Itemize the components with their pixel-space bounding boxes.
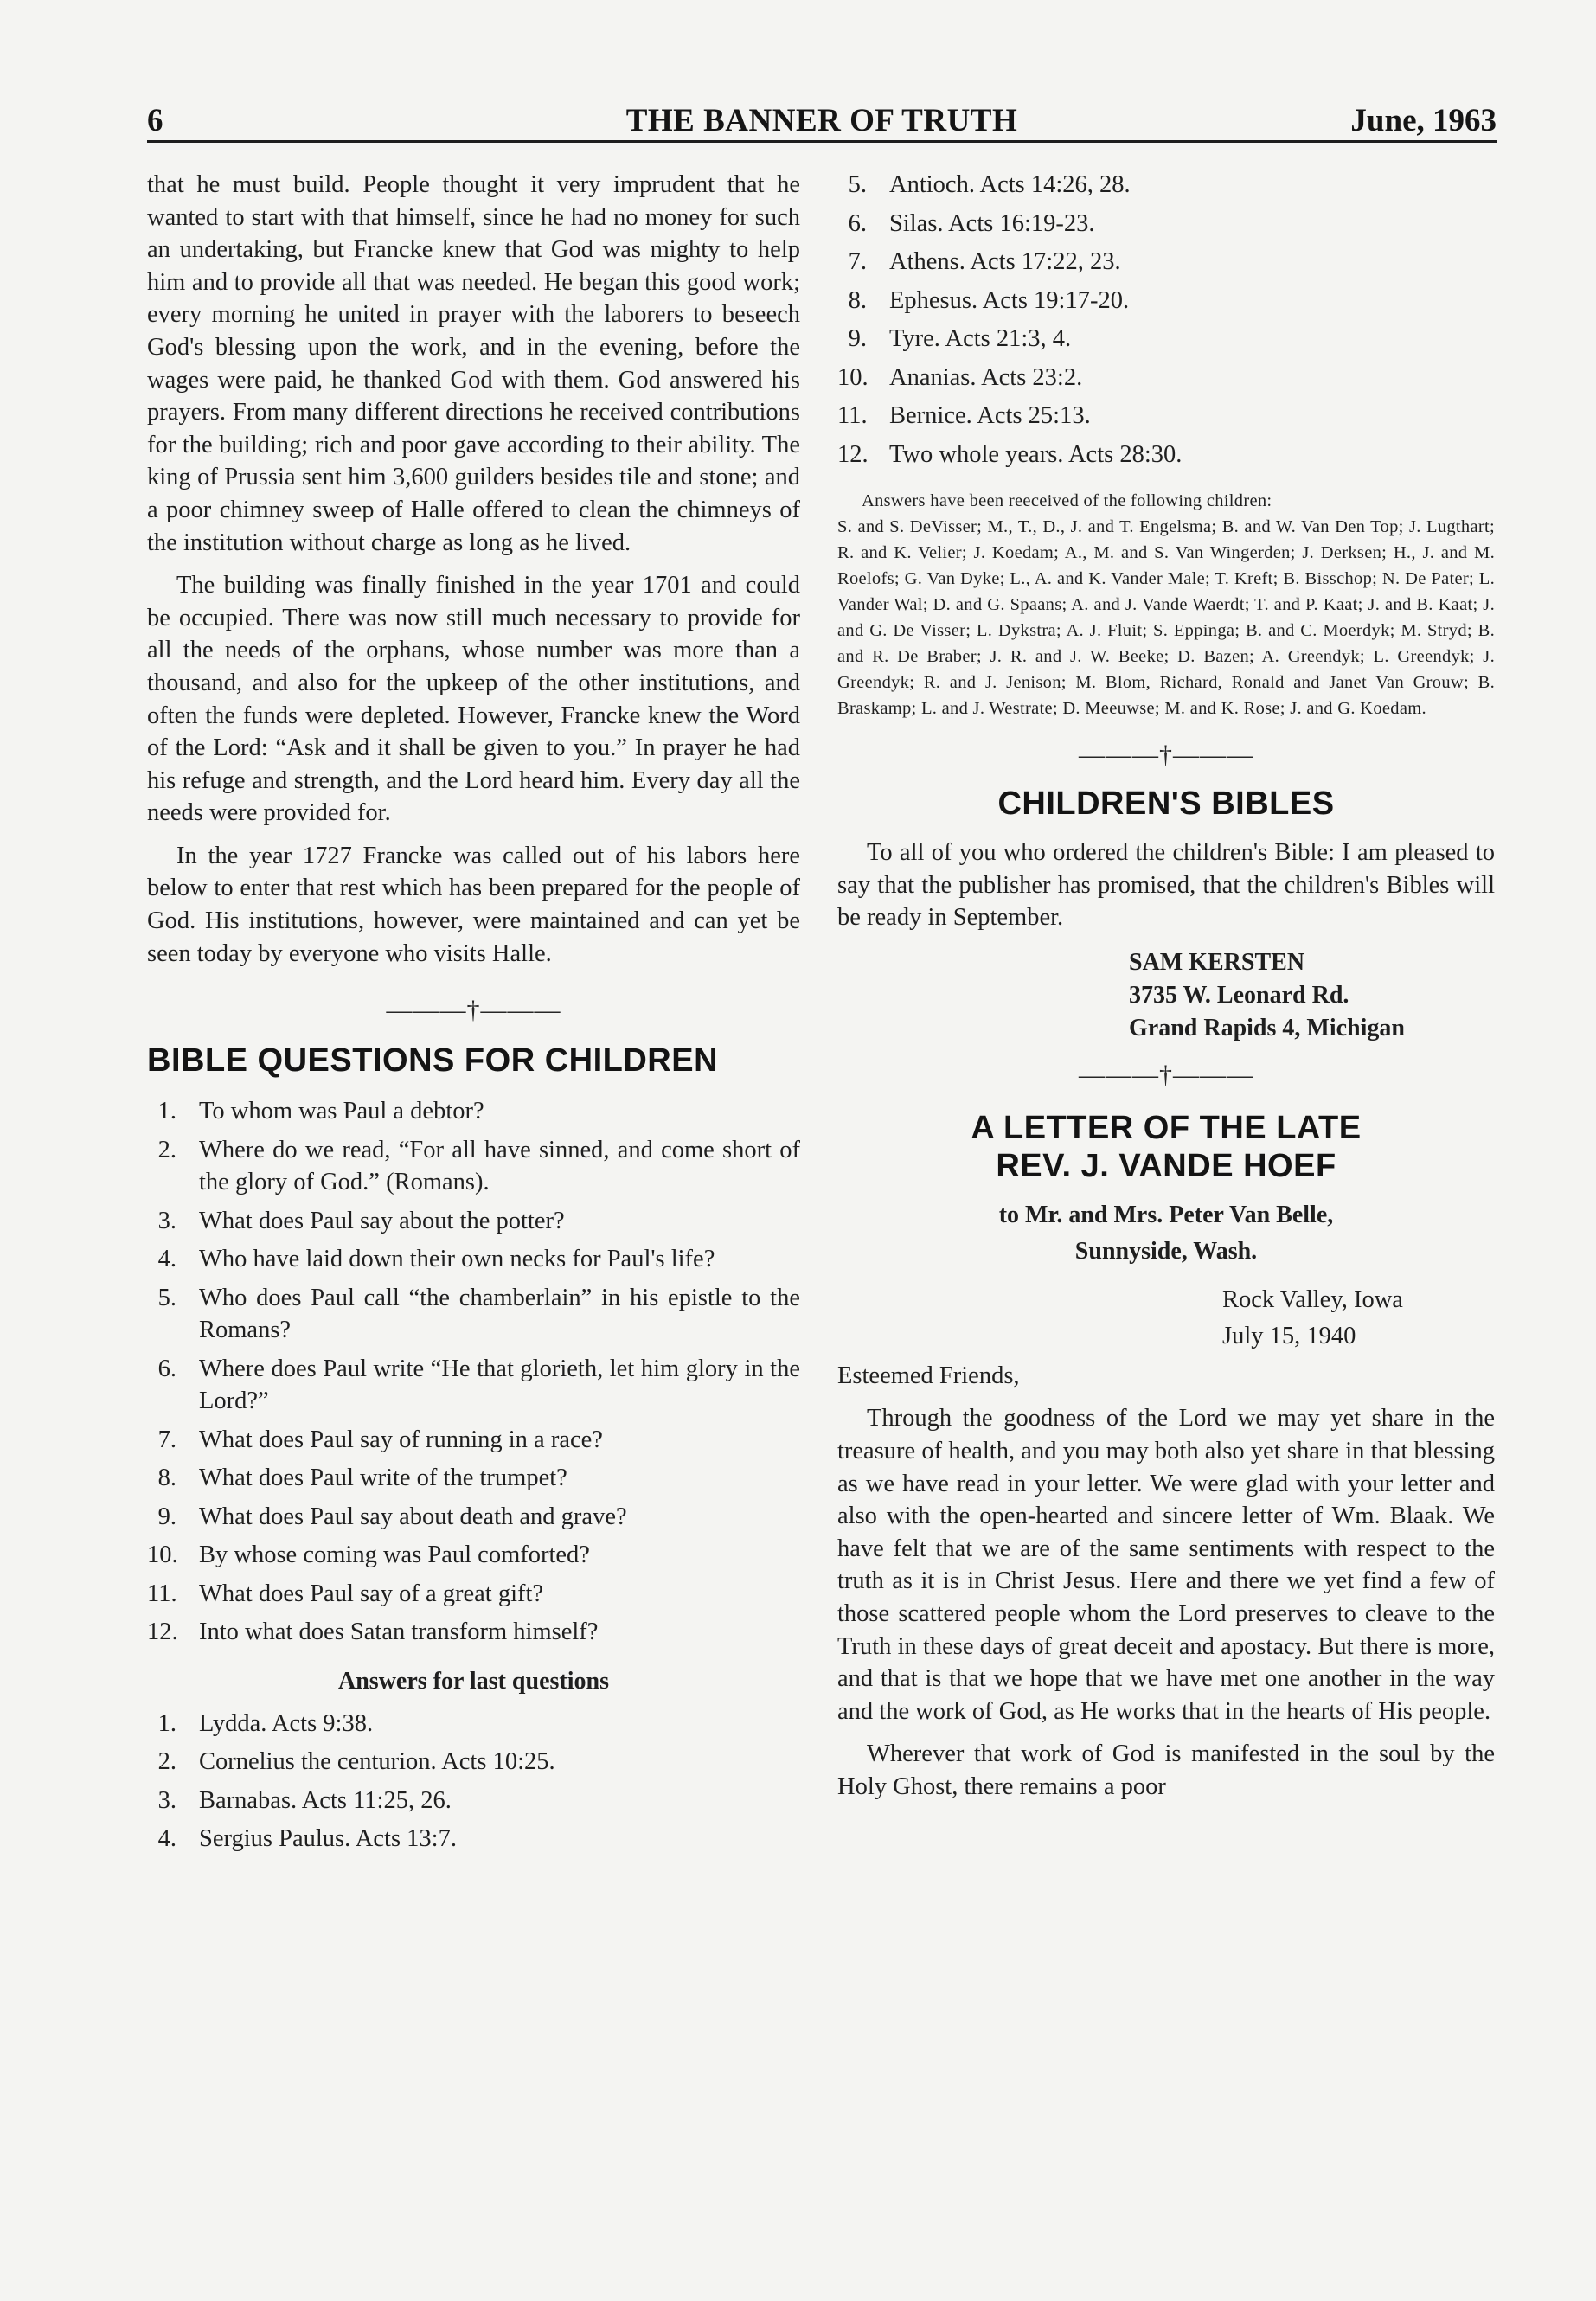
received-names: S. and S. DeVisser; M., T., D., J. and T. Engelsma; B. and W. Van Den Top; J. Lugthart; R. and K. Velier; J. Koedam; A., M. and S. Van Wingerden; J. Derksen; H., J. and M. Roelofs; G. Van Dyke; L., A. and K. Vander Male; T. Kreft; B. Bisschop; N. De Pater; L. Vander Wal; D. and G. Spaans; A. and J. Vande Waerdt; T. and P. Kaat; J. and B. Kaat; J. and G. De Visser; L. Dykstra; A. J. Fluit; S. Eppinga; B. and C. Moerdyk; M. Stryd; B. and R. De Braber; J. R. and J. W. Beeke; D. Bazen; A. Greendyk; L. Greendyk; J. Greendyk; R. and J. Jenison; M. Blom, Richard, Ronald and Janet Van Grouw; B. Braskamp; L. and J. Westrate; D. Meeuwse; M. and K. Rose; J. and G. Koedam. [837, 517, 1495, 718]
question-item-text: Who have laid down their own necks for Paul's life? [199, 1246, 715, 1273]
letter-heading [837, 1109, 1495, 1185]
question-item-number: 4. [157, 1246, 176, 1273]
recipient-line-2: Sunnyside, Wash. [1074, 1237, 1258, 1265]
question-item-text: What does Paul say of running in a race? [199, 1426, 603, 1453]
answer-item-text: Two whole years. Acts 28:30. [889, 440, 1183, 468]
answer-item-number: 4. [157, 1825, 176, 1853]
question-item-text: By whose coming was Paul comforted? [199, 1541, 590, 1569]
question-item [147, 1462, 800, 1495]
answer-item-number: 6. [848, 209, 867, 237]
signature-address: 3735 W. Leonard Rd. [1129, 981, 1349, 1009]
question-item [147, 1282, 800, 1347]
question-item [147, 1424, 800, 1457]
answer-item [837, 285, 1495, 317]
answer-item-text: Silas. Acts 16:19-23. [889, 209, 1095, 237]
question-item [147, 1243, 800, 1276]
answer-item-text: Ananias. Acts 23:2. [889, 363, 1083, 391]
answer-item-number: 8. [848, 286, 867, 314]
letter-recipient [837, 1197, 1495, 1270]
question-item-text: What does Paul say about death and grave? [199, 1503, 627, 1530]
page-header [147, 102, 1497, 145]
answer-item-number: 12. [837, 440, 869, 468]
question-item-number: 3. [157, 1207, 176, 1234]
answer-item [837, 208, 1495, 240]
answer-item [837, 323, 1495, 356]
recipient-line-1: to Mr. and Mrs. Peter Van Belle, [998, 1201, 1334, 1228]
answer-item-text: Cornelius the centurion. Acts 10:25. [199, 1748, 555, 1776]
question-item [147, 1095, 800, 1128]
francke-paragraph-1: that he must build. People thought it very imprudent that he wanted to start with that himself, since he had no money for such an undertaking, but Francke knew that God was mighty to help him and to provide all that was needed. He began this good work; every morning he united in prayer with the laborers to beseech God's blessing upon the work, and in the evening, before the wages were paid, he thanked God with them. God answered his prayers. From many different directions he received contributions for the building; rich and poor gave according to their ability. The king of Prussia sent him 3,600 guilders besides tile and stone; and a poor chimney sweep of Halle offered to clean the chimneys of the institution without charge as long as he lived. [147, 171, 800, 556]
answer-item [147, 1708, 800, 1740]
question-item-text: What does Paul write of the trumpet? [199, 1465, 567, 1492]
answer-item [837, 169, 1495, 202]
letter-salutation: Esteemed Friends, [837, 1362, 1020, 1389]
letter-date: July 15, 1940 [1222, 1322, 1356, 1349]
answer-item-text: Sergius Paulus. Acts 13:7. [199, 1825, 457, 1853]
questions-list [147, 1095, 800, 1649]
answer-item [147, 1823, 800, 1856]
question-item [147, 1539, 800, 1572]
answers-list-left [147, 1708, 800, 1856]
received-intro: Answers have been reeceived of the following children: [862, 491, 1272, 510]
letter-paragraph-2: Wherever that work of God is manifested in the soul by the Holy Ghost, there remains a poor [837, 1740, 1495, 1800]
letter-paragraph-1: Through the goodness of the Lord we may yet share in the treasure of health, and you may both also yet share in that blessing as we have read in your letter. We were glad with your letter and also with the open-hearted and sincere letter of Wm. Blaak. We have felt that we are of the same sentiments with respect to the truth as it is in Christ Jesus. Here and there we yet find a few of those scattered people whom the Lord preserves to cleave to the Truth in these days of great deceit and apostacy. But there is more, and that is that we hope that we have met one another in the way and the work of God, as He works that in the hearts of His people. [837, 1405, 1495, 1725]
bibles-text: To all of you who ordered the children's Bible: I am pleased to say that the publisher has promised, that the children's Bibles will be ready in September. [837, 839, 1495, 932]
answer-item-number: 9. [848, 325, 867, 352]
question-item-text: Who does Paul call “the chamberlain” in his epistle to the Romans? [199, 1284, 800, 1344]
question-item-number: 12. [147, 1618, 178, 1646]
signature-name: SAM KERSTEN [1129, 948, 1305, 976]
francke-paragraph-2: The building was finally finished in the year 1701 and could be occupied. There was now still much necessary to provide for all the needs of the orphans, whose number was more than a thousand, and also for the upkeep of the other institutions, and often the funds were depleted. However, Francke knew the Word of the Lord: “Ask and it shall be given to you.” In prayer he had his refuge and strength, and the Lord heard him. Every day all the needs were provided for. [147, 572, 800, 827]
answer-item-number: 2. [157, 1748, 176, 1776]
question-item-text: To whom was Paul a debtor? [199, 1098, 484, 1125]
answer-item [837, 362, 1495, 394]
answer-item-number: 7. [848, 248, 867, 275]
answer-item-number: 11. [837, 402, 868, 429]
received-answers [837, 488, 1495, 721]
right-column [837, 169, 1495, 1804]
question-item-number: 8. [157, 1465, 176, 1492]
answer-item [147, 1785, 800, 1817]
question-item-number: 10. [147, 1541, 178, 1569]
answer-item [837, 400, 1495, 433]
left-column [147, 169, 800, 1862]
answer-item-number: 3. [157, 1786, 176, 1814]
section-separator: ———†——— [1079, 740, 1253, 769]
answer-item-text: Bernice. Acts 25:13. [889, 402, 1091, 429]
question-item [147, 1353, 800, 1418]
question-item-text: Into what does Satan transform himself? [199, 1618, 599, 1646]
answer-item-number: 1. [157, 1709, 176, 1737]
question-item [147, 1501, 800, 1534]
question-item [147, 1616, 800, 1649]
question-item-number: 11. [147, 1580, 177, 1607]
question-item-number: 9. [157, 1503, 176, 1530]
question-item-number: 7. [157, 1426, 176, 1453]
question-item-text: What does Paul say about the potter? [199, 1207, 565, 1234]
answer-item [147, 1746, 800, 1779]
answers-list-right [837, 169, 1495, 471]
signature-block [837, 946, 1495, 1045]
question-item [147, 1205, 800, 1238]
answer-item-number: 5. [848, 171, 867, 198]
publication-title: THE BANNER OF TRUTH [625, 103, 1018, 138]
page-number: 6 [147, 103, 163, 138]
letter-place-date [837, 1282, 1495, 1355]
signature-city: Grand Rapids 4, Michigan [1129, 1014, 1405, 1042]
answers-heading: Answers for last questions [338, 1667, 609, 1695]
section-separator: ———†——— [386, 996, 561, 1025]
answer-item [837, 439, 1495, 471]
header-rule [147, 140, 1497, 143]
section-separator: ———†——— [1079, 1060, 1253, 1089]
questions-heading: BIBLE QUESTIONS FOR CHILDREN [147, 1042, 719, 1080]
question-item [147, 1134, 800, 1199]
answer-item [837, 246, 1495, 279]
answer-item-text: Lydda. Acts 9:38. [199, 1709, 374, 1737]
answer-item-text: Athens. Acts 17:22, 23. [889, 248, 1121, 275]
answer-item-text: Tyre. Acts 21:3, 4. [889, 325, 1072, 352]
answer-item-number: 10. [837, 363, 869, 391]
answer-item-text: Barnabas. Acts 11:25, 26. [199, 1786, 452, 1814]
issue-date: June, 1963 [1350, 103, 1497, 138]
letter-heading-line-2: REV. J. VANDE HOEF [996, 1147, 1336, 1184]
question-item-text: Where does Paul write “He that glorieth, let him glory in the Lord?” [199, 1355, 800, 1415]
letter-place: Rock Valley, Iowa [1222, 1285, 1403, 1313]
question-item-number: 6. [157, 1355, 176, 1382]
question-item-number: 2. [157, 1136, 176, 1163]
answer-item-text: Antioch. Acts 14:26, 28. [889, 171, 1131, 198]
question-item-text: What does Paul say of a great gift? [199, 1580, 544, 1607]
bibles-heading: CHILDREN'S BIBLES [997, 785, 1335, 822]
question-item-text: Where do we read, “For all have sinned, and come short of the glory of God.” (Romans). [199, 1136, 800, 1196]
question-item-number: 5. [157, 1284, 176, 1311]
answer-item-text: Ephesus. Acts 19:17-20. [889, 286, 1130, 314]
question-item-number: 1. [157, 1098, 176, 1125]
question-item [147, 1578, 800, 1611]
francke-paragraph-3: In the year 1727 Francke was called out of his labors here below to enter that rest which has been prepared for the people of God. His institutions, however, were maintained and can yet be seen today by everyone who visits Halle. [147, 842, 800, 967]
letter-heading-line-1: A LETTER OF THE LATE [971, 1109, 1362, 1146]
